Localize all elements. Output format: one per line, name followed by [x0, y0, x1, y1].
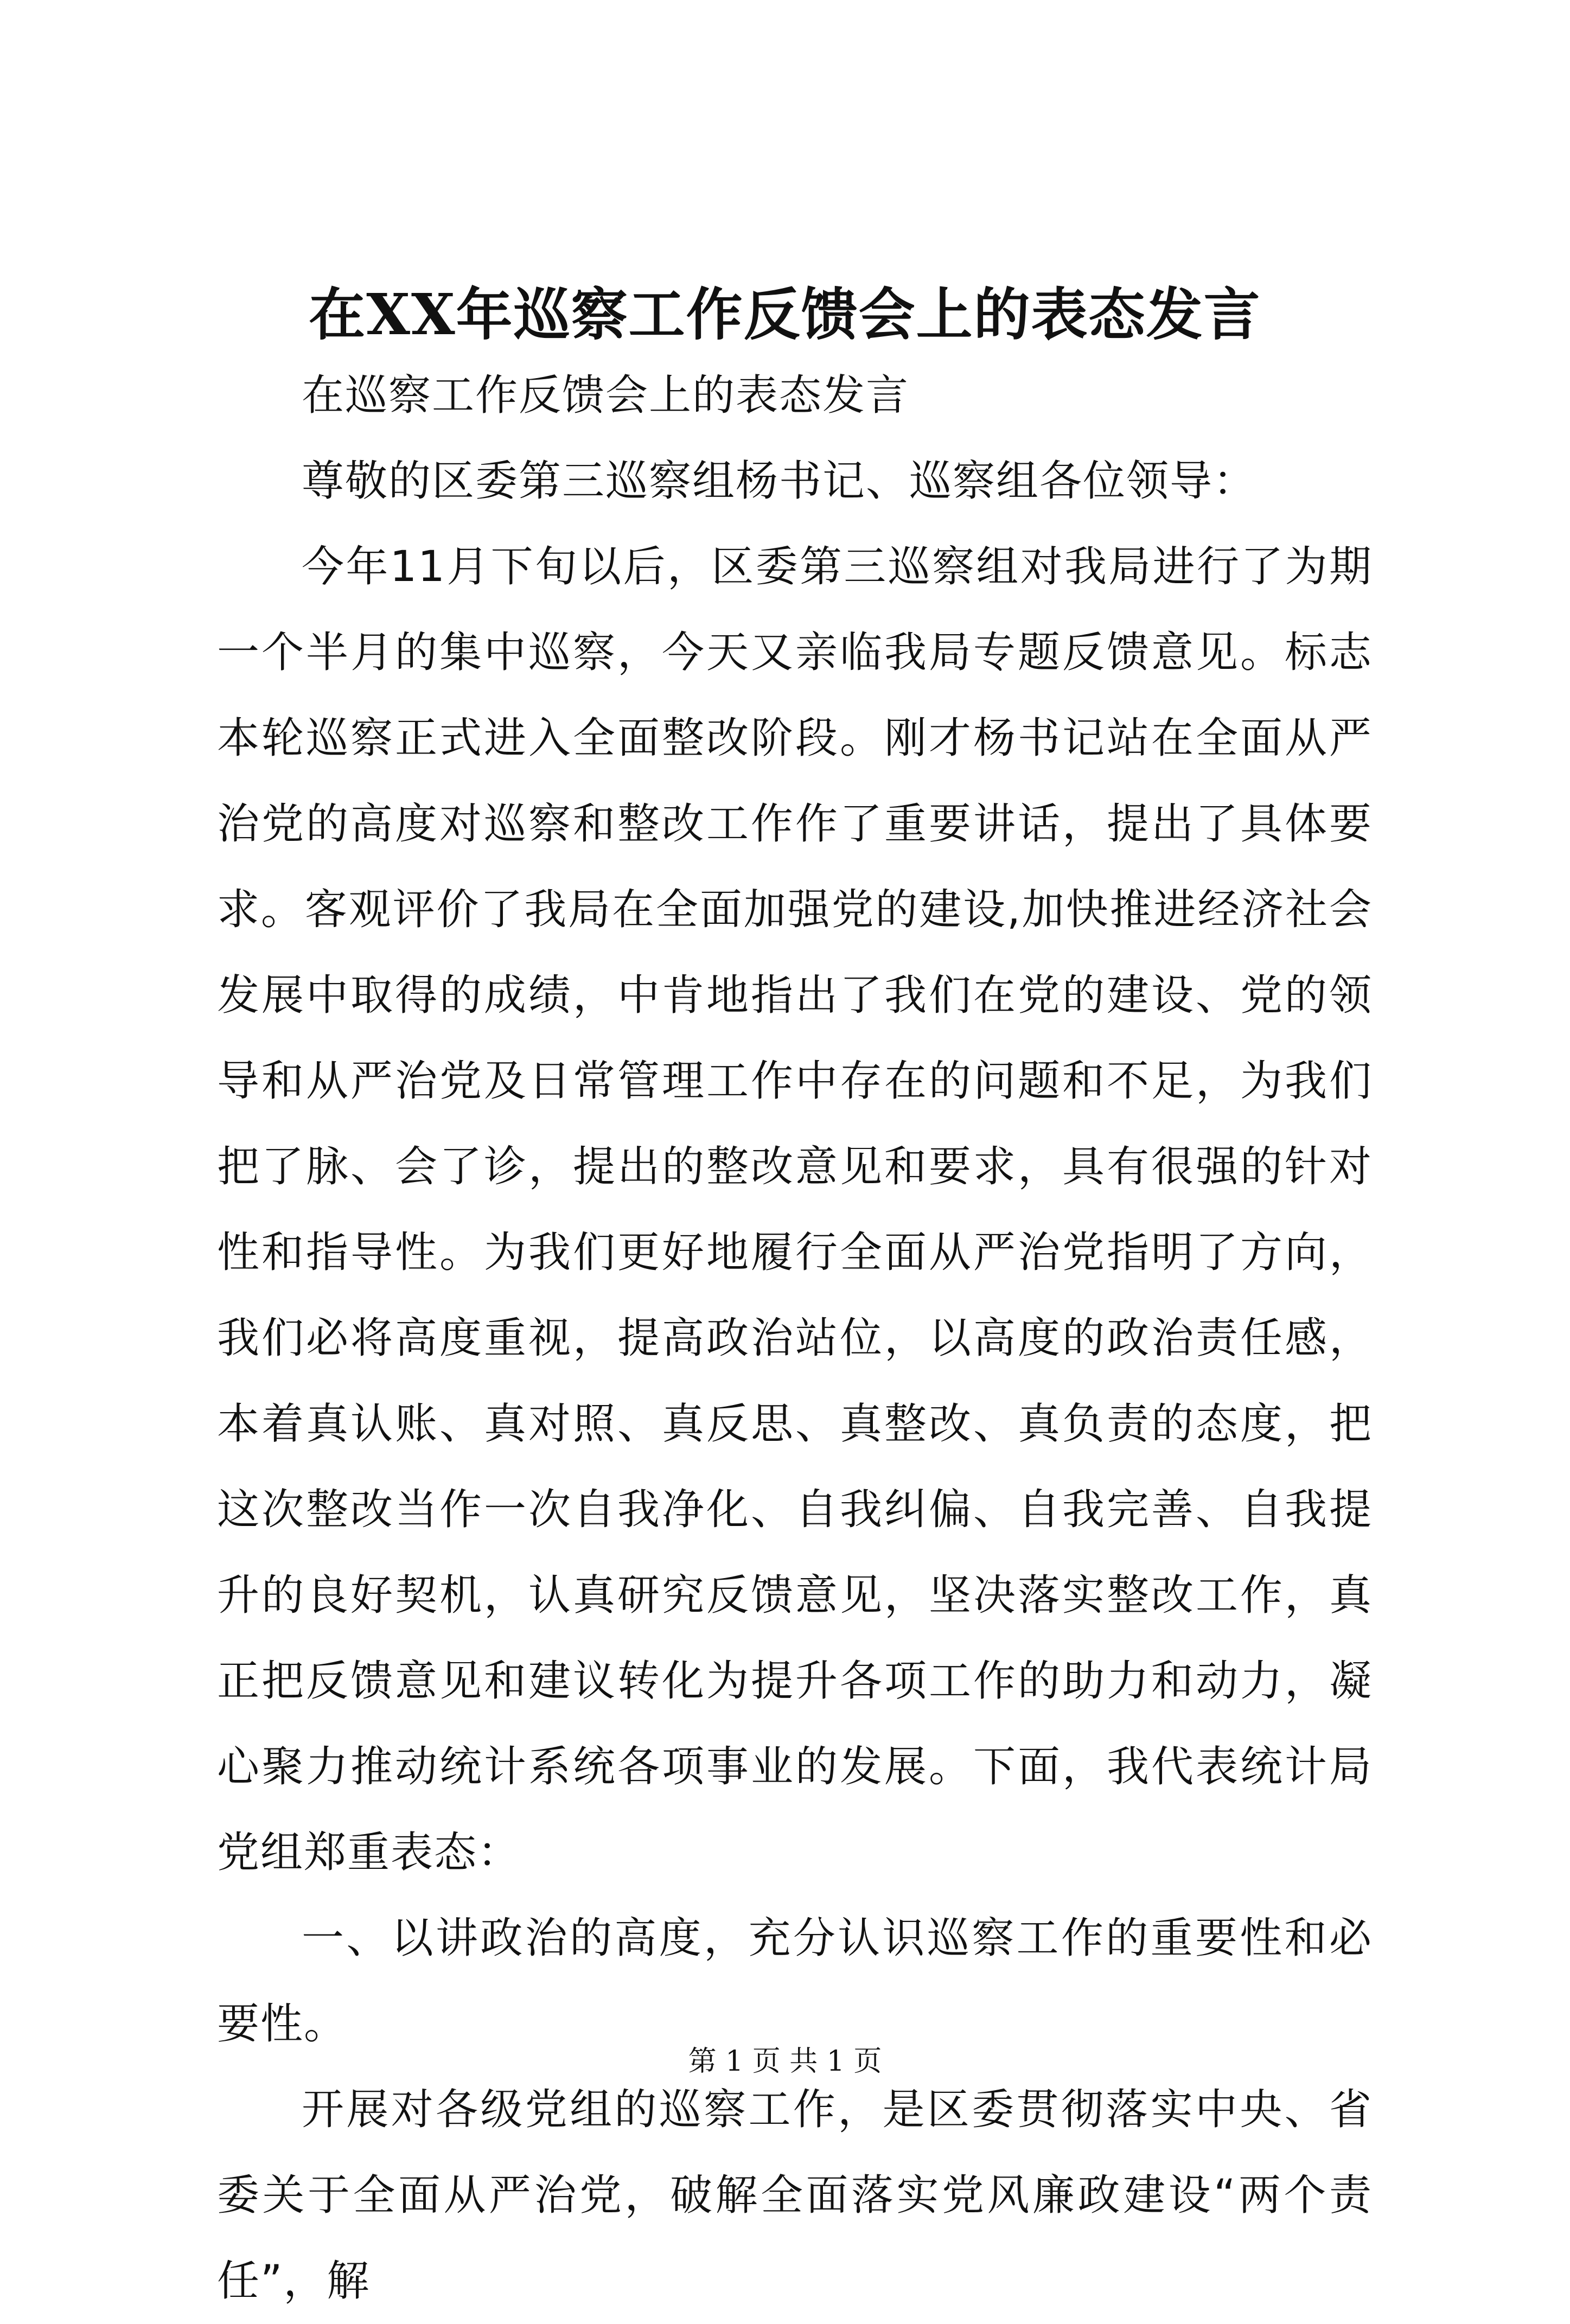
document-body [217, 353, 1373, 2324]
paragraph-body: 今年11月下旬以后，区委第三巡察组对我局进行了为期一个半月的集中巡察，今天又亲临我局专题反馈意见。标志本轮巡察正式进入全面整改阶段。刚才杨书记站在全面从严治党的高度对巡察和整改工作作了重要讲话，提出了具体要求。客观评价了我局在全面加强党的建设,加快推进经济社会发展中取得的成绩，中肯地指出了我们在党的建设、党的领导和从严治党及日常管理工作中存在的问题和不足，为我们把了脉、会了诊，提出的整改意见和要求，具有很强的针对性和指导性。为我们更好地履行全面从严治党指明了方向，我们必将高度重视，提高政治站位，以高度的政治责任感，本着真认账、真对照、真反思、真整改、真负责的态度，把这次整改当作一次自我净化、自我纠偏、自我完善、自我提升的良好契机，认真研究反馈意见，坚决落实整改工作，真正把反馈意见和建议转化为提升各项工作的助力和动力，凝心聚力推动统计系统各项事业的发展。下面，我代表统计局党组郑重表态： [217, 542, 1373, 1877]
paragraph-subtitle: 在巡察工作反馈会上的表态发言 [302, 371, 910, 420]
page-footer: 第 1 页 共 1 页 [688, 2045, 882, 2078]
document-title: 在XX年巡察工作反馈会上的表态发言 [309, 281, 1261, 348]
paragraph-salutation: 尊敬的区委第三巡察组杨书记、巡察组各位领导： [302, 457, 1257, 506]
paragraph-body: 开展对各级党组的巡察工作，是区委贯彻落实中央、省委关于全面从严治党，破解全面落实党风廉政建设“两个责任”，解 [217, 2085, 1373, 2306]
paragraph-heading-1: 一、以讲政治的高度，充分认识巡察工作的重要性和必要性。 [217, 1914, 1373, 2048]
